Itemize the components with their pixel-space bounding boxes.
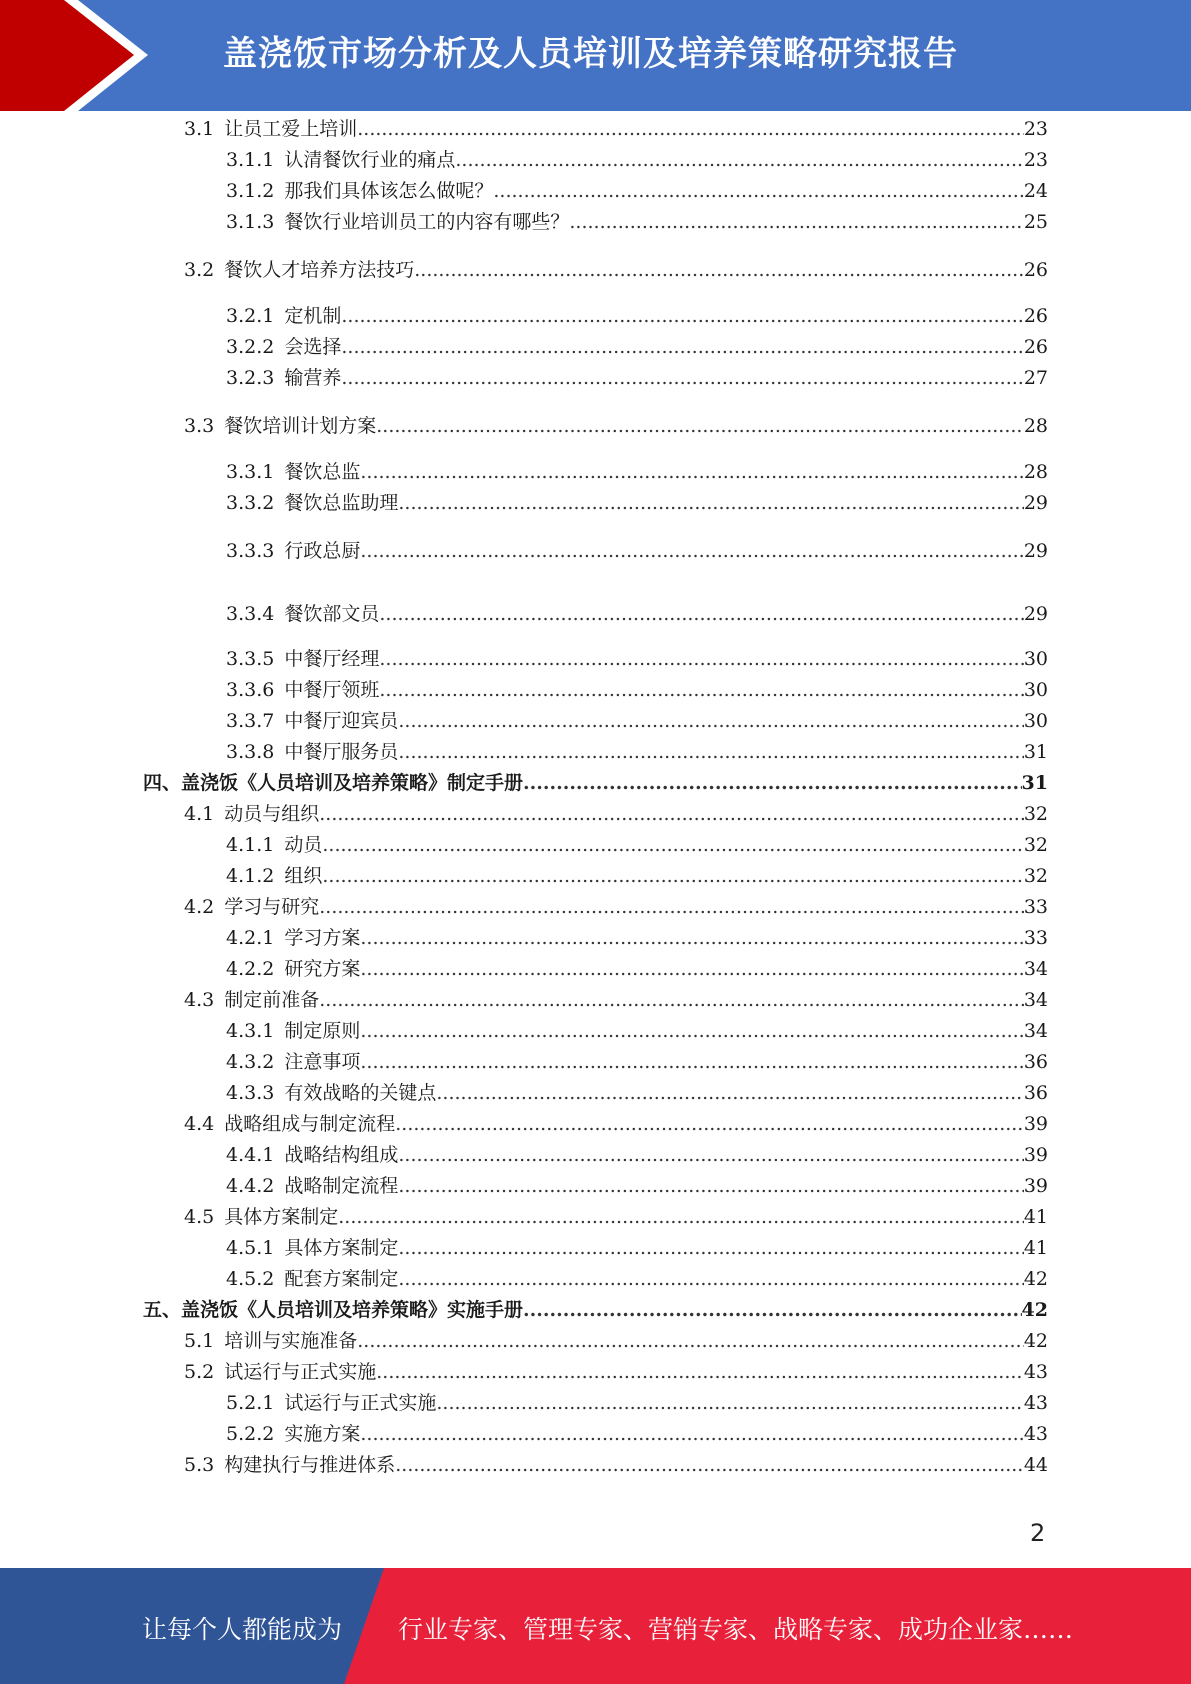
toc-entry-text: 餐饮总监: [284, 461, 361, 483]
toc-entry[interactable]: [226, 208, 1048, 236]
toc-leader-dots: [360, 924, 1023, 952]
toc-entry[interactable]: [226, 1048, 1048, 1076]
toc-entry-label: [226, 537, 360, 565]
toc-entry-page: 26: [1023, 305, 1048, 327]
toc-entry-number: 4.1: [184, 803, 215, 825]
toc-entry-page: 34: [1023, 989, 1048, 1011]
toc-leader-dots: [360, 955, 1023, 983]
toc-entry-page: 42: [1023, 1330, 1048, 1352]
toc-entry[interactable]: [226, 924, 1048, 952]
toc-leader-dots: [360, 1017, 1023, 1045]
toc-leader-dots: [398, 1172, 1023, 1200]
toc-entry-text: 研究方案: [284, 958, 361, 980]
toc-entry-page: 32: [1023, 834, 1048, 856]
toc-entry-label: [226, 302, 341, 330]
toc-entry-number: 3.1.2: [226, 180, 275, 202]
toc-entry-page: 43: [1023, 1361, 1048, 1383]
toc-entry[interactable]: [184, 893, 1048, 921]
toc-entry[interactable]: [226, 489, 1048, 517]
toc-entry-label: [184, 1451, 395, 1479]
toc-entry-text: 认清餐饮行业的痛点: [284, 149, 456, 171]
toc-entry-text: 输营养: [284, 367, 342, 389]
toc-entry[interactable]: [226, 1389, 1048, 1417]
toc-entry-label: [226, 862, 322, 890]
toc-entry[interactable]: [184, 1327, 1048, 1355]
toc-entry[interactable]: [226, 831, 1048, 859]
toc-leader-dots: [379, 645, 1023, 673]
toc-entry-number: 3.1.3: [226, 211, 275, 233]
toc-entry-number: 3.3: [184, 415, 215, 437]
toc-entry-label: [184, 115, 357, 143]
toc-leader-dots: [523, 769, 1022, 797]
toc-entry-number: 4.3: [184, 989, 215, 1011]
toc-entry-text: 餐饮部文员: [284, 603, 380, 625]
toc-entry-number: 3.3.4: [226, 603, 275, 625]
toc-leader-dots: [493, 177, 1023, 205]
toc-entry-page: 42: [1023, 1268, 1048, 1290]
toc-entry[interactable]: [226, 177, 1048, 205]
toc-entry-number: 3.1: [184, 118, 215, 140]
toc-entry-number: 4.2.2: [226, 958, 275, 980]
toc-entry-text: 餐饮行业培训员工的内容有哪些？: [284, 211, 570, 233]
toc-entry-number: 3.2.1: [226, 305, 275, 327]
toc-leader-dots: [398, 1141, 1023, 1169]
toc-leader-dots: [341, 364, 1023, 392]
toc-entry-number: 3.3.7: [226, 710, 275, 732]
toc-entry-page: 27: [1023, 367, 1048, 389]
toc-entry-label: [226, 1017, 360, 1045]
toc-entry-text: 五、盖浇饭《人员培训及培养策略》实施手册: [143, 1299, 524, 1321]
toc-entry-number: 4.1.1: [226, 834, 275, 856]
toc-entry[interactable]: [226, 537, 1048, 565]
toc-leader-dots: [360, 458, 1023, 486]
toc-entry-label: [184, 1203, 338, 1231]
toc-entry-label: [226, 600, 379, 628]
toc-leader-dots: [360, 1420, 1023, 1448]
toc-entry-page: 44: [1023, 1454, 1048, 1476]
toc-entry-text: 中餐厅迎宾员: [284, 710, 399, 732]
toc-entry-page: 39: [1023, 1113, 1048, 1135]
toc-leader-dots: [395, 1451, 1024, 1479]
toc-entry-label: [226, 489, 398, 517]
toc-entry[interactable]: [226, 707, 1048, 735]
toc-entry-page: 33: [1023, 896, 1048, 918]
toc-entry[interactable]: [184, 1203, 1048, 1231]
toc-entry-number: 3.1.1: [226, 149, 275, 171]
toc-entry-label: [226, 146, 455, 174]
toc-entry[interactable]: [226, 1141, 1048, 1169]
page-number: 2: [1030, 1519, 1046, 1547]
toc-entry-number: 5.1: [184, 1330, 215, 1352]
toc-entry[interactable]: [184, 115, 1048, 143]
toc-entry-text: 学习与研究: [224, 896, 320, 918]
toc-entry-text: 战略组成与制定流程: [224, 1113, 396, 1135]
toc-entry-label: [226, 208, 569, 236]
toc-leader-dots: [338, 1203, 1024, 1231]
toc-entry[interactable]: [226, 600, 1048, 628]
toc-entry-page: 29: [1023, 492, 1048, 514]
toc-entry-number: 4.2: [184, 896, 215, 918]
toc-entry-label: [184, 256, 414, 284]
toc-entry-number: 4.3.1: [226, 1020, 275, 1042]
toc-entry-label: [226, 1389, 436, 1417]
toc-entry-label: [226, 1079, 436, 1107]
report-title: 盖浇饭市场分析及人员培训及培养策略研究报告: [223, 34, 958, 74]
toc-leader-dots: [398, 707, 1023, 735]
toc-entry-text: 具体方案制定: [284, 1237, 399, 1259]
toc-entry-page: 36: [1023, 1051, 1048, 1073]
toc-entry-page: 26: [1023, 259, 1048, 281]
toc-entry-number: 5.2.2: [226, 1423, 275, 1445]
toc-leader-dots: [414, 256, 1024, 284]
toc-entry-label: [226, 1420, 360, 1448]
toc-entry-page: 33: [1023, 927, 1048, 949]
toc-entry-number: 4.5.1: [226, 1237, 275, 1259]
toc-entry-text: 四、盖浇饭《人员培训及培养策略》制定手册: [143, 772, 524, 794]
toc-leader-dots: [436, 1389, 1023, 1417]
toc-entry-number: 5.2: [184, 1361, 215, 1383]
toc-entry-page: 28: [1023, 461, 1048, 483]
toc-entry-label: [184, 1327, 357, 1355]
toc-entry-label: [226, 738, 398, 766]
toc-leader-dots: [376, 412, 1024, 440]
toc-entry-label: [226, 177, 493, 205]
toc-entry-text: 动员与组织: [224, 803, 320, 825]
toc-entry[interactable]: [226, 458, 1048, 486]
toc-entry-number: 4.5.2: [226, 1268, 275, 1290]
toc-leader-dots: [376, 1358, 1024, 1386]
toc-entry[interactable]: [226, 1017, 1048, 1045]
toc-entry-page: 25: [1023, 211, 1048, 233]
toc-leader-dots: [322, 831, 1023, 859]
toc-entry[interactable]: [184, 256, 1048, 284]
toc-entry-page: 26: [1023, 336, 1048, 358]
toc-entry[interactable]: [226, 955, 1048, 983]
toc-entry-text: 战略结构组成: [284, 1144, 399, 1166]
toc-entry[interactable]: [143, 1296, 1048, 1324]
toc-leader-dots: [395, 1110, 1024, 1138]
toc-entry-page: 43: [1023, 1423, 1048, 1445]
toc-entry-page: 42: [1021, 1299, 1048, 1321]
toc-entry-page: 32: [1023, 865, 1048, 887]
toc-entry-number: 3.3.5: [226, 648, 275, 670]
toc-entry-label: [226, 1172, 398, 1200]
footer-slogan-left: 让每个人都能成为: [142, 1615, 343, 1644]
toc-entry-text: 餐饮培训计划方案: [224, 415, 377, 437]
toc-leader-dots: [379, 676, 1023, 704]
toc-entry-label: [226, 924, 360, 952]
toc-entry-label: [226, 458, 360, 486]
toc-entry-text: 会选择: [284, 336, 342, 358]
toc-entry[interactable]: [226, 645, 1048, 673]
toc-entry[interactable]: [226, 333, 1048, 361]
toc-leader-dots: [455, 146, 1023, 174]
toc-leader-dots: [523, 1296, 1022, 1324]
toc-entry-page: 41: [1023, 1237, 1048, 1259]
toc-entry-number: 4.2.1: [226, 927, 275, 949]
toc-entry-text: 行政总厨: [284, 540, 361, 562]
toc-entry[interactable]: [184, 986, 1048, 1014]
toc-entry-number: 3.3.6: [226, 679, 275, 701]
toc-entry[interactable]: [184, 1110, 1048, 1138]
toc-entry-label: [184, 412, 376, 440]
toc-leader-dots: [341, 333, 1023, 361]
toc-leader-dots: [360, 1048, 1023, 1076]
toc-entry-label: [184, 1110, 395, 1138]
toc-entry-number: 3.2.3: [226, 367, 275, 389]
toc-entry[interactable]: [143, 769, 1048, 797]
toc-leader-dots: [319, 986, 1024, 1014]
toc-entry-number: 4.3.2: [226, 1051, 275, 1073]
toc-entry[interactable]: [226, 302, 1048, 330]
toc-entry-text: 具体方案制定: [224, 1206, 339, 1228]
toc-entry-page: 29: [1023, 603, 1048, 625]
toc-entry-text: 让员工爱上培训: [224, 118, 358, 140]
toc-entry-label: [226, 1265, 398, 1293]
toc-entry-text: 中餐厅经理: [284, 648, 380, 670]
toc-leader-dots: [322, 862, 1023, 890]
toc-entry-text: 构建执行与推进体系: [224, 1454, 396, 1476]
toc-entry-text: 中餐厅服务员: [284, 741, 399, 763]
toc-entry-page: 39: [1023, 1144, 1048, 1166]
toc-entry-page: 23: [1023, 149, 1048, 171]
toc-leader-dots: [398, 1234, 1023, 1262]
toc-entry-number: 4.4: [184, 1113, 215, 1135]
toc-entry-number: 4.4.2: [226, 1175, 275, 1197]
toc-entry-text: 餐饮人才培养方法技巧: [224, 259, 415, 281]
toc-entry[interactable]: [226, 1265, 1048, 1293]
toc-entry-page: 36: [1023, 1082, 1048, 1104]
toc-entry-label: [226, 831, 322, 859]
toc-entry-page: 32: [1023, 803, 1048, 825]
toc-leader-dots: [398, 738, 1023, 766]
toc-entry-page: 34: [1023, 958, 1048, 980]
toc-entry-number: 4.5: [184, 1206, 215, 1228]
toc-leader-dots: [398, 489, 1023, 517]
toc-entry-page: 31: [1023, 741, 1048, 763]
toc-entry[interactable]: [184, 1451, 1048, 1479]
toc-entry-page: 34: [1023, 1020, 1048, 1042]
toc-entry-page: 31: [1021, 772, 1048, 794]
toc-entry-label: [226, 364, 341, 392]
toc-entry-label: [226, 955, 360, 983]
toc-entry-page: 29: [1023, 540, 1048, 562]
header-arrow-decoration: [0, 0, 160, 111]
toc-entry-text: 学习方案: [284, 927, 361, 949]
toc-entry[interactable]: [226, 1079, 1048, 1107]
footer-slogan-right: 行业专家、管理专家、营销专家、战略专家、成功企业家……: [398, 1615, 1074, 1644]
toc-entry-label: [226, 1141, 398, 1169]
toc-entry-page: 41: [1023, 1206, 1048, 1228]
toc-entry-text: 动员: [284, 834, 323, 856]
toc-entry-number: 3.2.2: [226, 336, 275, 358]
toc-entry-page: 43: [1023, 1392, 1048, 1414]
toc-entry[interactable]: [226, 738, 1048, 766]
toc-entry-text: 有效战略的关键点: [284, 1082, 437, 1104]
toc-entry-label: [226, 333, 341, 361]
toc-entry[interactable]: [184, 412, 1048, 440]
page-header: [0, 0, 1191, 111]
toc-entry-number: 3.3.8: [226, 741, 275, 763]
toc-entry-number: 3.3.3: [226, 540, 275, 562]
toc-entry-label: [184, 986, 319, 1014]
toc-leader-dots: [379, 600, 1023, 628]
toc-entry-text: 制定原则: [284, 1020, 361, 1042]
toc-entry[interactable]: [226, 862, 1048, 890]
toc-leader-dots: [569, 208, 1023, 236]
toc-leader-dots: [341, 302, 1023, 330]
toc-entry-text: 定机制: [284, 305, 342, 327]
toc-entry-page: 30: [1023, 679, 1048, 701]
toc-entry[interactable]: [184, 800, 1048, 828]
toc-entry-text: 组织: [284, 865, 323, 887]
toc-leader-dots: [398, 1265, 1023, 1293]
toc-entry-number: 4.3.3: [226, 1082, 275, 1104]
toc-entry-label: [184, 1358, 376, 1386]
toc-entry-page: 23: [1023, 118, 1048, 140]
toc-entry-page: 39: [1023, 1175, 1048, 1197]
toc-entry[interactable]: [226, 146, 1048, 174]
toc-entry-text: 试运行与正式实施: [224, 1361, 377, 1383]
toc-entry-text: 试运行与正式实施: [284, 1392, 437, 1414]
toc-entry-page: 30: [1023, 710, 1048, 732]
toc-entry-label: [226, 676, 379, 704]
toc-entry-label: [143, 769, 523, 797]
toc-entry-number: 5.2.1: [226, 1392, 275, 1414]
toc-entry-text: 那我们具体该怎么做呢？: [284, 180, 494, 202]
toc-entry-label: [226, 645, 379, 673]
toc-entry-text: 战略制定流程: [284, 1175, 399, 1197]
toc-entry-label: [226, 1234, 398, 1262]
toc-entry[interactable]: [226, 676, 1048, 704]
toc-entry-number: 4.1.2: [226, 865, 275, 887]
toc-entry-text: 注意事项: [284, 1051, 361, 1073]
toc-entry-page: 30: [1023, 648, 1048, 670]
toc-leader-dots: [319, 800, 1024, 828]
toc-leader-dots: [360, 537, 1023, 565]
toc-leader-dots: [319, 893, 1024, 921]
toc-entry[interactable]: [226, 1420, 1048, 1448]
toc-entry[interactable]: [226, 1234, 1048, 1262]
toc-leader-dots: [357, 115, 1024, 143]
toc-entry-label: [226, 1048, 360, 1076]
toc-entry-number: 3.3.2: [226, 492, 275, 514]
toc-entry-text: 实施方案: [284, 1423, 361, 1445]
toc-entry[interactable]: [226, 1172, 1048, 1200]
toc-entry-text: 制定前准备: [224, 989, 320, 1011]
toc-entry-label: [143, 1296, 523, 1324]
toc-entry-text: 培训与实施准备: [224, 1330, 358, 1352]
toc-entry-page: 24: [1023, 180, 1048, 202]
toc-entry-label: [184, 893, 319, 921]
toc-entry[interactable]: [226, 364, 1048, 392]
toc-entry-label: [226, 707, 398, 735]
toc-leader-dots: [357, 1327, 1024, 1355]
toc-entry-text: 餐饮总监助理: [284, 492, 399, 514]
toc-entry-label: [184, 800, 319, 828]
toc-entry-number: 3.3.1: [226, 461, 275, 483]
toc-entry-text: 配套方案制定: [284, 1268, 399, 1290]
toc-entry[interactable]: [184, 1358, 1048, 1386]
toc-entry-number: 5.3: [184, 1454, 215, 1476]
toc-entry-text: 中餐厅领班: [284, 679, 380, 701]
toc-entry-number: 4.4.1: [226, 1144, 275, 1166]
toc-entry-page: 28: [1023, 415, 1048, 437]
toc-entry-number: 3.2: [184, 259, 215, 281]
toc-leader-dots: [436, 1079, 1023, 1107]
